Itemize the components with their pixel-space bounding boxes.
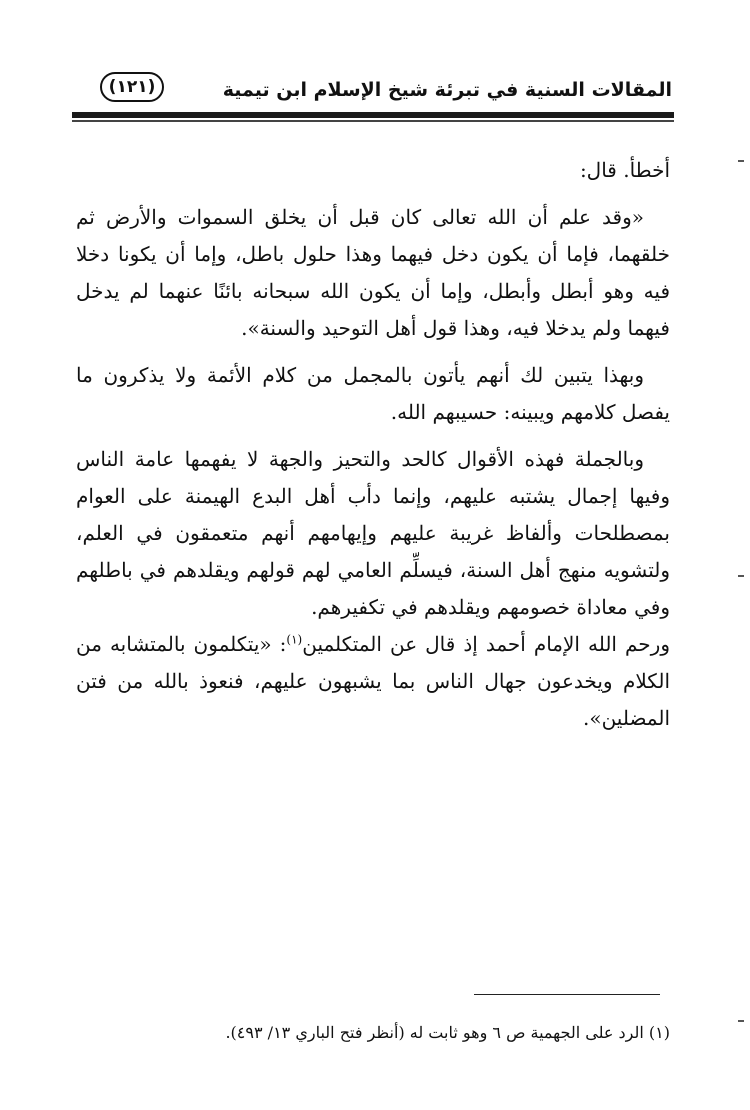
paragraph-4: وبالجملة فهذه الأقوال كالحد والتحيز والجهة لا يفهمها عامة الناس وفيها إجمال يشتبه عليهم، وإنما دأب أهل البدع الهيمنة على العوام بمصطلحات وألفاظ غريبة عليهم وإيهامهم أنهم متعمقون في العلم، ولتشويه منهج أهل السنة، فيسلِّم العامي لهم قولهم ويقلدهم في باطلهم وفي معاداة خصومهم ويقلدهم في تكفيرهم.: [76, 447, 670, 619]
footnote: (١) الرد على الجهمية ص ٦ وهو ثابت له (أنظر فتح الباري ١٣/ ٤٩٣).: [225, 1023, 670, 1042]
scan-mark: [738, 1020, 744, 1022]
footnote-reference[interactable]: (١): [286, 632, 303, 647]
scan-mark: [738, 160, 744, 162]
scan-mark: [738, 575, 744, 577]
footnote-separator: [474, 994, 660, 995]
paragraph-5: [76, 626, 670, 737]
quote-text: : «يتكلمون بالمتشابه من الكلام ويخدعون جهال الناس بما يشبهون عليهم، فنعوذ بالله من فتن المضلين».: [76, 632, 670, 730]
paragraph-1: أخطأ. قال:: [579, 158, 670, 182]
page-header: [72, 68, 672, 112]
quote-intro: ورحم الله الإمام أحمد إذ قال عن المتكلمين: [302, 632, 670, 656]
paragraph-2: «وقد علم أن الله تعالى كان قبل أن يخلق السموات والأرض ثم خلقهما، فإما أن يكون دخل فيهما وهذا حلول باطل، وإما أن يكونا دخلا فيه وهو أبطل وأبطل، وإما أن يكون الله سبحانه بائنًا عنهما لم يدخل فيهما ولم يدخلا فيه، وهذا قول أهل التوحيد والسنة».: [76, 205, 670, 340]
body-text: [76, 152, 670, 747]
paragraph-3: وبهذا يتبين لك أنهم يأتون بالمجمل من كلام الأئمة ولا يذكرون ما يفصل كلامهم ويبينه: حسيبهم الله.: [76, 363, 670, 424]
running-title: المقالات السنية في تبرئة شيخ الإسلام ابن تيمية: [222, 79, 672, 101]
header-rule-thick: [72, 112, 674, 118]
page-number: (١٢١): [100, 72, 164, 102]
header-rule-thin: [72, 120, 674, 122]
